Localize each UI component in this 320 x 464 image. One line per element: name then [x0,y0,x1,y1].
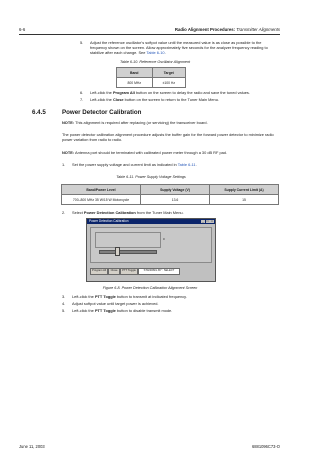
note-text: This alignment is required after replacing (or servicing) the transceiver board. [75,120,208,125]
softpot-panel [90,227,212,263]
table-cell: 700–800 MHz 35 W/15 W Motorcycle [62,195,141,205]
step-text: Left-click the [72,294,94,299]
table-cell: 15 [210,195,279,205]
step-text: Set the power supply voltage and current limit as indicated in [72,162,177,167]
calibration-window [86,218,216,282]
step-text: button to disable transmit mode. [116,308,173,313]
step-3 [62,294,278,299]
section-title: Power Detector Calibration [62,109,142,116]
step-text: button to transmit at indicated frequency. [116,294,187,299]
table-header-cell: Band [117,68,153,78]
table-row [117,78,186,88]
step-number: 3. [62,294,66,299]
footer-doc-number: 6881096C73-O [252,444,280,449]
step-bold: PTT Toggle [94,308,116,313]
step-7 [80,97,278,102]
step-text: Adjust softpot value until target power is achieved. [72,301,159,306]
step-number: 5. [80,40,84,45]
table-6-11 [61,184,279,205]
step-text: Left-click the [90,97,112,102]
table-header-cell: Supply Current Limit (A) [210,185,279,195]
note-2 [62,150,278,155]
status-field: STANDING BY : SELECT [138,268,180,275]
step-5-bottom [62,308,278,313]
step-text: button on the screen to return to the Tuner Main Menu. [124,97,219,102]
step-bold: Power Detection Calibration [83,210,136,215]
window-controls [201,220,214,224]
step-2 [62,210,278,215]
step-text: Left-click the [90,90,112,95]
table-header-row [117,68,186,78]
step-text: Left-click the [72,308,94,313]
program-all-button[interactable]: Program All [90,268,108,275]
minimize-icon[interactable]: _ [202,218,204,223]
footer-date: June 11, 2003 [19,444,45,449]
step-number: 4. [62,301,66,306]
step-number: 1. [62,162,66,167]
header-rule [19,34,280,35]
step-5-top [80,40,278,55]
step-number: 5. [62,308,66,313]
table-cell: ±100 Hz [152,78,185,88]
table-6-10-link[interactable]: Table 6-10 [146,50,165,55]
window-title-bar [87,219,215,224]
table-header-cell: Target [152,68,185,78]
table-row [62,195,279,205]
table-6-10-caption: Table 6-10. Reference Oscillator Alignment [119,60,191,64]
window-title: Power Detection Calibration [89,219,129,223]
table-header-row [62,185,279,195]
step-1 [62,162,278,167]
step-number: 2. [62,210,66,215]
note-label: NOTE: [62,120,75,125]
softpot-slider-thumb[interactable] [115,247,120,256]
running-header [175,27,280,32]
table-cell: 800 MHz [117,78,153,88]
step-bold: Close [112,97,124,102]
step-bold: Program All [112,90,135,95]
maximize-icon[interactable]: □ [206,218,209,223]
softpot-readout: 0 [163,237,165,241]
step-bold: PTT Toggle [94,294,116,299]
step-number: 6. [80,90,84,95]
page-number: 6-6 [19,27,26,32]
softpot-slider-track[interactable] [99,250,157,254]
chapter-title: Radio Alignment Procedures: [174,27,236,32]
step-4 [62,301,278,306]
table-cell: 13.6 [141,195,210,205]
close-icon[interactable]: × [211,218,213,223]
step-6 [80,90,278,95]
step-number: 7. [80,97,84,102]
section-number: 6.4.5 [32,109,46,116]
step-tail: . [195,162,197,167]
note-label: NOTE: [62,150,75,155]
note-text: Antenna port should be terminated with calibrated power meter through a 30 dB RF pad. [74,150,228,155]
softpot-frame [95,232,161,248]
table-6-11-caption: Table 6-11. Power Supply Voltage Settings [116,175,186,179]
ptt-toggle-button[interactable]: PTT Toggle [120,268,138,275]
step-text: Adjust the reference oscillator’s softpot value until the measured value is as close as possible to the frequency shown on the screen. Allow approximately five seconds for the analyzer frequency reading to stabilize after each change. See [90,40,268,55]
table-6-10 [116,67,186,88]
table-header-cell: Supply Voltage (V) [141,185,210,195]
step-text: button on the screen to delay the radio and save the tuned values. [135,90,250,95]
close-button[interactable]: Close [108,268,120,275]
intro-paragraph: The power detector calibration alignment procedure adjusts the buffer gain for the forward power detector to minimize radio power variation from radio to radio. [62,132,274,142]
step-text: from the Tuner Main Menu. [136,210,184,215]
table-6-11-link[interactable]: Table 6-11 [177,162,196,167]
table-header-cell: Band/Power Level [62,185,141,195]
step-text: Select [72,210,83,215]
chapter-subtitle: Transmitter Alignments [236,27,280,32]
note-1 [62,120,278,125]
step-tail: . [164,50,166,55]
figure-6-8-caption: Figure 6-8. Power Detection Calibration Alignment Screen [102,286,198,290]
